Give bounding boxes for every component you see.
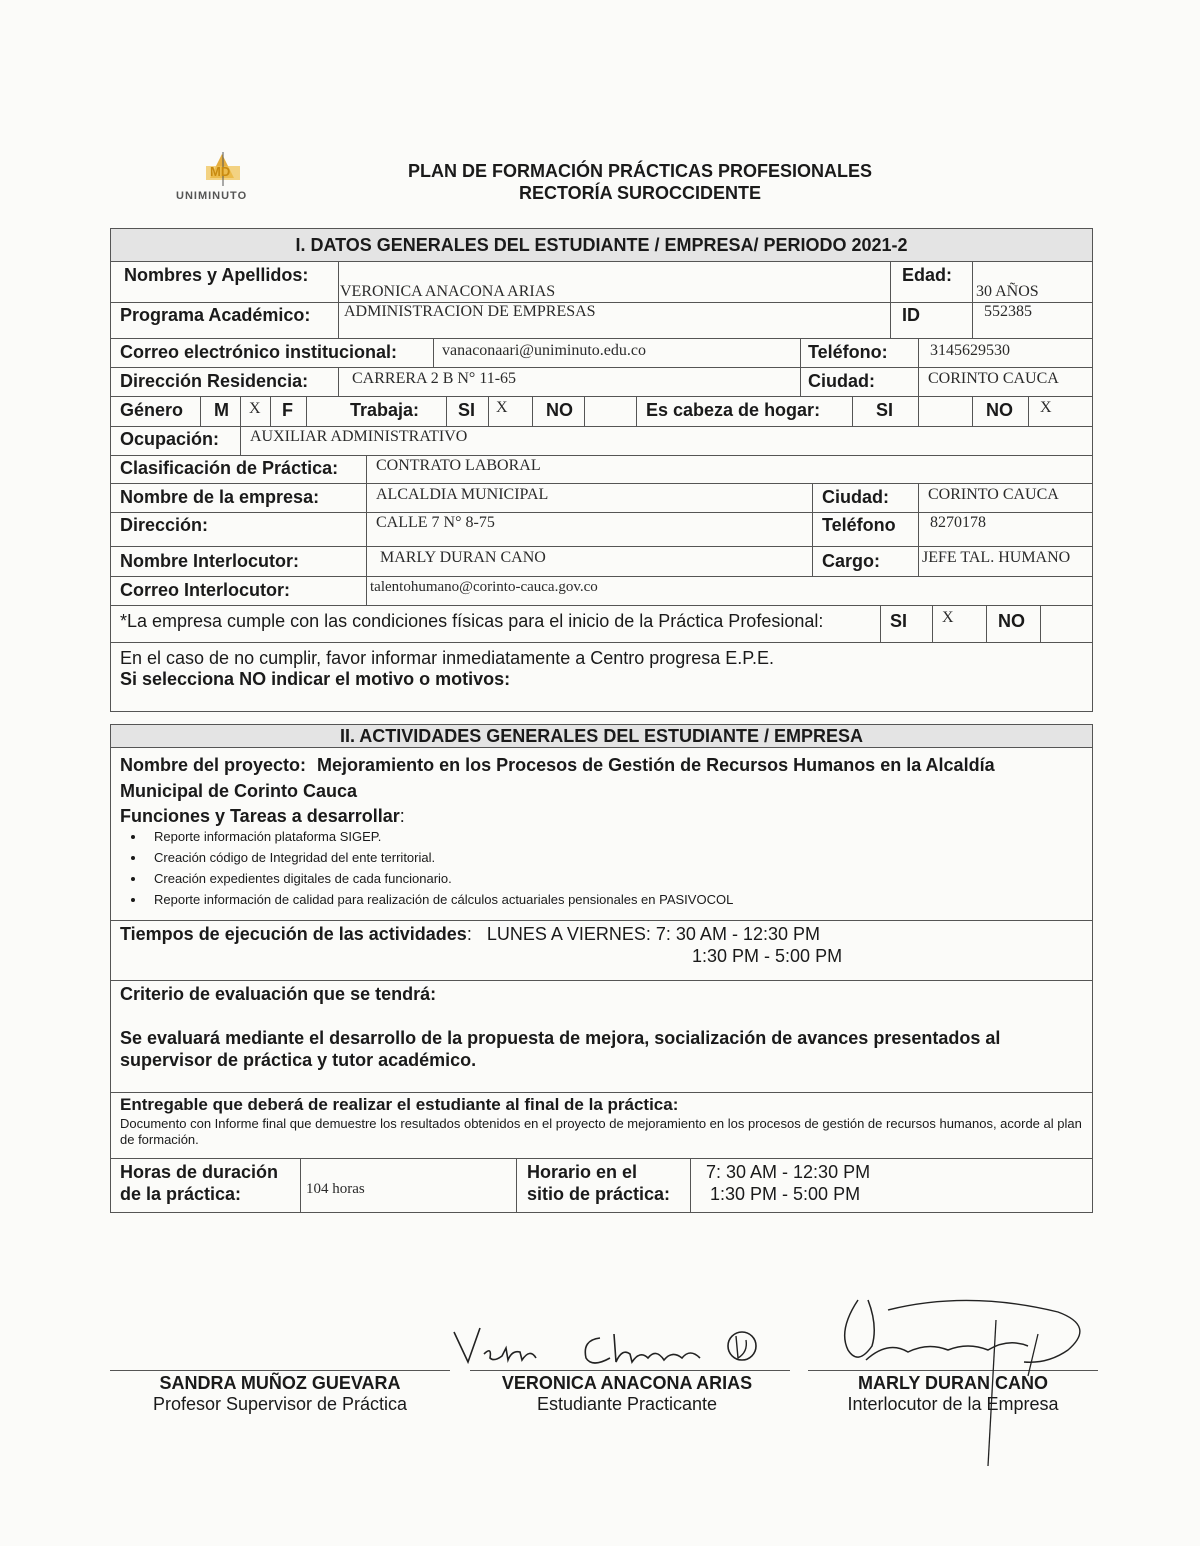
correo-int-label: Correo Interlocutor: (120, 580, 291, 600)
telefono-value: 3145629530 (930, 342, 1010, 359)
proyecto-block (120, 752, 1080, 804)
horas-value: 104 horas (306, 1181, 365, 1197)
motivo-text: Si selecciona NO indicar el motivo o motivos: (120, 669, 511, 689)
interlocutor-label: Nombre Interlocutor: (120, 551, 300, 571)
signature-name: MARLY DURAN CANO (857, 1373, 1048, 1393)
id-label: ID (902, 305, 920, 325)
proyecto-value: Mejoramiento en los Procesos de Gestión de Recursos Humanos en la Alcaldía (317, 755, 995, 775)
cabeza-label: Es cabeza de hogar: (646, 400, 821, 420)
criterio-label: Criterio de evaluación que se tendrá: (120, 984, 437, 1004)
ocupacion-value: AUXILIAR ADMINISTRATIVO (250, 428, 468, 445)
clasificacion-label: Clasificación de Práctica: (120, 458, 339, 478)
cumple-si-mark: X (942, 609, 954, 626)
empresa-label: Nombre de la empresa: (120, 487, 320, 507)
uniminuto-logo (170, 150, 270, 210)
correo-int-value: talentohumano@corinto-cauca.gov.co (370, 579, 598, 595)
entregable-value: Documento con Informe final que demuestre los resultados obtenidos en el proyecto de mejoramiento en los procesos de gestión de recursos humanos, acorde al plan de formación. (120, 1116, 1082, 1147)
cumple-no: NO (998, 611, 1025, 631)
genero-m: M (214, 400, 229, 420)
cargo-value: JEFE TAL. HUMANO (922, 549, 1071, 566)
empresa-tel-label: Teléfono (822, 515, 896, 535)
signature-block-student (460, 1373, 794, 1415)
logo-text: UNIMINUTO (176, 190, 248, 202)
nocumple-text: En el caso de no cumplir, favor informar inmediatamente a Centro progresa E.P.E. (120, 648, 775, 668)
empresa-value: ALCALDIA MUNICIPAL (376, 486, 549, 503)
signature-name: SANDRA MUÑOZ GUEVARA (159, 1373, 401, 1393)
empresa-dir-label: Dirección: (120, 515, 209, 535)
funciones-heading (120, 806, 405, 827)
cumple-si: SI (890, 611, 908, 631)
student-signature (450, 1318, 790, 1378)
horario-label (527, 1161, 670, 1205)
genero-label: Género (120, 400, 184, 420)
horario-label-2: sitio de práctica: (527, 1184, 671, 1204)
cargo-label: Cargo: (822, 551, 880, 571)
correo-label: Correo electrónico institucional: (120, 342, 398, 362)
cumple-text: *La empresa cumple con las condiciones físicas para el inicio de la Práctica Profesional: (120, 611, 824, 631)
horas-label-2: de la práctica: (120, 1184, 242, 1204)
tiempos-label: Tiempos de ejecución de las actividades (120, 924, 467, 944)
title-line-2: RECTORÍA SUROCCIDENTE (518, 183, 761, 203)
nombres-label: Nombres y Apellidos: (124, 265, 309, 285)
nombres-value: VERONICA ANACONA ARIAS (340, 283, 556, 300)
signature-role: Estudiante Practicante (536, 1394, 718, 1414)
empresa-dir-value: CALLE 7 N° 8-75 (376, 514, 495, 531)
list-item: • Reporte información de calidad para realización de cálculos actuariales pensionales en PASIVOCOL (146, 889, 733, 910)
title-line-1: PLAN DE FORMACIÓN PRÁCTICAS PROFESIONALES (407, 161, 873, 181)
genero-m-mark: X (249, 400, 261, 417)
horario-value (706, 1161, 870, 1205)
signature-name: VERONICA ANACONA ARIAS (501, 1373, 753, 1393)
trabaja-si: SI (458, 400, 476, 420)
cabeza-no: NO (986, 400, 1013, 420)
cabeza-si: SI (876, 400, 894, 420)
funciones-label: Funciones y Tareas a desarrollar (120, 806, 400, 826)
trabaja-label: Trabaja: (350, 400, 420, 420)
handwritten-signature-icon (450, 1318, 790, 1378)
logo-mark-text: MD (210, 164, 231, 179)
horas-label (120, 1161, 278, 1205)
section1-header: I. DATOS GENERALES DEL ESTUDIANTE / EMPRESA/ PERIODO 2021-2 (110, 228, 1093, 262)
trabaja-si-mark: X (496, 399, 508, 416)
id-value: 552385 (984, 303, 1032, 320)
list-item: • Creación expedientes digitales de cada funcionario. (146, 868, 733, 889)
task-list (122, 826, 733, 910)
horario-line-1: 7: 30 AM - 12:30 PM (706, 1162, 871, 1182)
section2-header: II. ACTIVIDADES GENERALES DEL ESTUDIANTE / EMPRESA (110, 724, 1093, 748)
direccion-value: CARRERA 2 B N° 11-65 (352, 370, 517, 387)
signature-block-supervisor (110, 1373, 450, 1415)
horas-label-1: Horas de duración (120, 1162, 279, 1182)
programa-value: ADMINISTRACION DE EMPRESAS (344, 303, 596, 320)
signature-role: Profesor Supervisor de Práctica (152, 1394, 408, 1414)
ciudad-label: Ciudad: (808, 371, 875, 391)
empresa-ciudad-value: CORINTO CAUCA (928, 486, 1059, 503)
entregable-label: Entregable que deberá de realizar el estudiante al final de la práctica: (120, 1095, 679, 1114)
horario-line-2: 1:30 PM - 5:00 PM (710, 1184, 861, 1204)
interlocutor-value: MARLY DURAN CANO (380, 549, 546, 566)
criterio-value: Se evaluará mediante el desarrollo de la propuesta de mejora, socialización de avances presentados al supervisor de práctica y tutor académico. (120, 1028, 1001, 1070)
genero-f: F (282, 400, 293, 420)
signature-role: Interlocutor de la Empresa (847, 1394, 1059, 1414)
tiempos-line-1: LUNES A VIERNES: 7: 30 AM - 12:30 PM (486, 924, 820, 944)
edad-value: 30 AÑOS (976, 283, 1039, 300)
edad-label: Edad: (902, 265, 953, 285)
empresa-ciudad-label: Ciudad: (822, 487, 889, 507)
list-item: • Creación código de Integridad del ente territorial. (146, 847, 733, 868)
trabaja-no: NO (546, 400, 573, 420)
proyecto-value-2: Municipal de Corinto Cauca (120, 781, 358, 801)
telefono-label: Teléfono: (808, 342, 888, 362)
ciudad-value: CORINTO CAUCA (928, 370, 1059, 387)
list-item: • Reporte información plataforma SIGEP. (146, 826, 733, 847)
funciones-colon: : (399, 806, 405, 826)
document-title (380, 160, 900, 204)
direccion-label: Dirección Residencia: (120, 371, 309, 391)
horario-label-1: Horario en el (527, 1162, 638, 1182)
programa-label: Programa Académico: (120, 305, 311, 325)
signature-block-interlocutor (808, 1373, 1098, 1415)
cabeza-no-mark: X (1040, 399, 1052, 416)
correo-value: vanaconaari@uniminuto.edu.co (442, 342, 646, 359)
tiempos-line-2: 1:30 PM - 5:00 PM (692, 946, 843, 966)
empresa-tel-value: 8270178 (930, 514, 986, 531)
tiempos-row: Tiempos de ejecución de las actividades: LUNES A VIERNES: 7: 30 AM - 12:30 PM (120, 924, 820, 944)
clasificacion-value: CONTRATO LABORAL (376, 457, 541, 474)
ocupacion-label: Ocupación: (120, 429, 220, 449)
proyecto-label: Nombre del proyecto: (120, 755, 307, 775)
